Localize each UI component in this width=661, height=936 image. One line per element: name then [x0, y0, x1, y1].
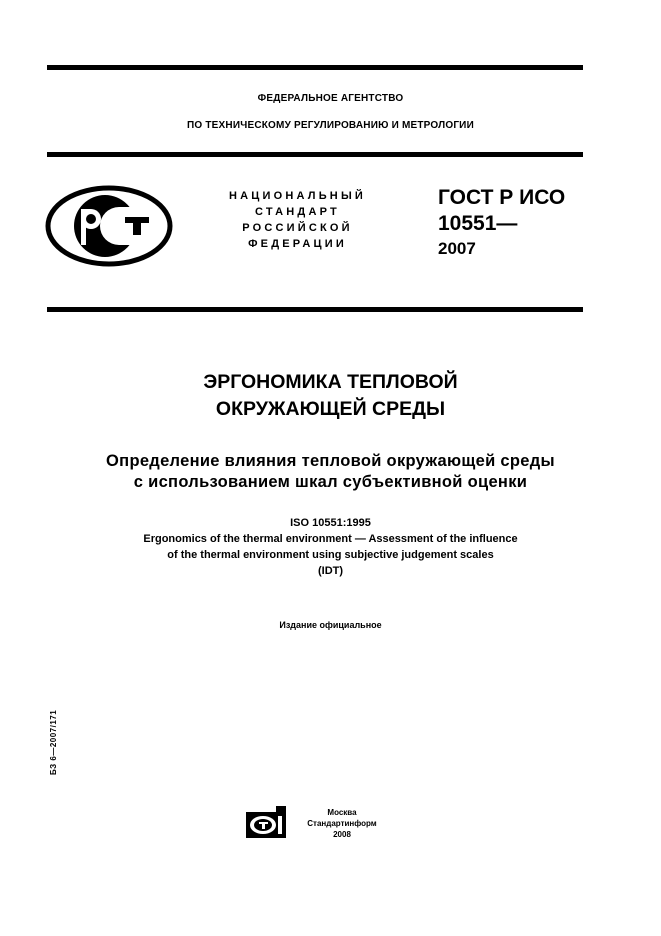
- national-standard-label: [195, 188, 400, 252]
- iso-title-line-1: Ergonomics of the thermal environment — Assessment of the influence: [143, 533, 518, 545]
- subtitle-line-2: с использованием шкал субъективной оценки: [133, 473, 528, 491]
- subtitle-line-1: Определение влияния тепловой окружающей среды: [106, 452, 555, 470]
- national-line: РОССИЙСКОЙ: [242, 222, 353, 234]
- iso-code: ISO 10551:1995: [290, 517, 371, 529]
- edition-note: Издание официальное: [279, 620, 382, 630]
- standartinform-logo-icon: [246, 806, 286, 838]
- gost-designation-year: 2007: [438, 239, 476, 258]
- national-line: НАЦИОНАЛЬНЫЙ: [228, 190, 367, 202]
- rst-logo-icon: [45, 185, 173, 267]
- national-line: СТАНДАРТ: [255, 206, 340, 218]
- document-title: [0, 369, 661, 423]
- side-code: БЗ 6—2007/171: [49, 709, 58, 775]
- header-rule: [47, 152, 583, 157]
- iso-title-line-2: of the thermal environment using subjective judgement scales: [167, 549, 494, 561]
- title-line-2: ОКРУЖАЮЩЕЙ СРЕДЫ: [215, 398, 446, 420]
- top-rule: [47, 65, 583, 70]
- agency-line-1: ФЕДЕРАЛЬНОЕ АГЕНТСТВО: [257, 93, 404, 104]
- publisher-city: Москва: [327, 808, 357, 817]
- agency-line-2: ПО ТЕХНИЧЕСКОМУ РЕГУЛИРОВАНИЮ И МЕТРОЛОГИИ: [187, 120, 474, 131]
- national-line: ФЕДЕРАЦИИ: [248, 238, 347, 250]
- iso-equivalence: (IDT): [317, 565, 344, 577]
- publisher-name: Стандартинформ: [307, 819, 377, 828]
- standard-rule: [47, 307, 583, 312]
- document-subtitle: [0, 451, 661, 493]
- publisher-year: 2008: [333, 830, 351, 839]
- title-line-1: ЭРГОНОМИКА ТЕПЛОВОЙ: [203, 371, 458, 393]
- iso-reference: [0, 515, 661, 579]
- gost-designation-line-2: 10551—: [438, 212, 518, 235]
- publisher-info: [296, 807, 388, 840]
- gost-designation-line-1: ГОСТ Р ИСО: [438, 186, 566, 209]
